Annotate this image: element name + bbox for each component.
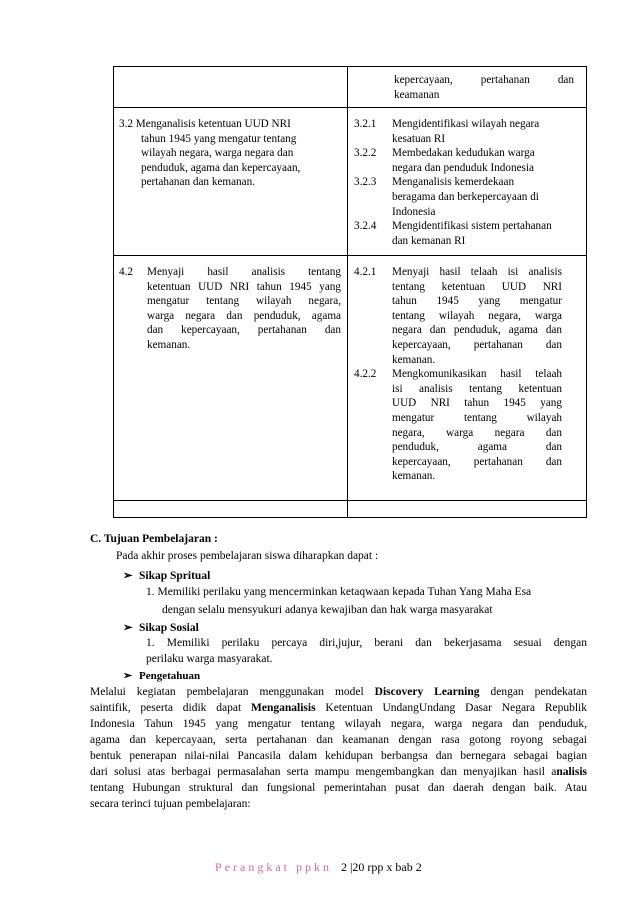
arrow-bullet-icon: ➢ (123, 670, 133, 682)
indicator-number: 3.2.4 (354, 220, 377, 233)
table-cell-line: tahun 1945 yang mengatur (392, 295, 562, 308)
table-cell-line: UUD NRI tahun 1945 yang (392, 397, 562, 410)
table-row-divider (114, 500, 586, 501)
table-cell-line: kepercayaan, pertahanan dan (394, 74, 574, 86)
table-cell-line: Membedakan kedudukan warga (392, 147, 535, 160)
indicator-number: 3.2.3 (354, 176, 377, 189)
page-footer (215, 860, 422, 875)
pengetahuan-heading (123, 669, 200, 682)
spiritual-heading (123, 568, 210, 582)
table-row-divider (114, 107, 586, 108)
footer-brand: Perangkat ppkn (215, 860, 332, 874)
sosial-heading (123, 620, 199, 634)
indicator-number: 4.2.2 (354, 368, 377, 381)
table-cell-line: kemanan. (392, 353, 436, 366)
table-cell-line: ketentuan UUD NRI tahun 1945 yang (147, 280, 341, 293)
paragraph-line: Indonesia Tahun 1945 yang mengatur tentang wilayah negara, warga negara dan penduduk, (90, 718, 587, 730)
table-cell-line: warga negara dan penduduk, agama (147, 309, 341, 322)
table-cell-line: Indonesia (392, 205, 436, 218)
indicator-number: 3.2.1 (354, 118, 377, 130)
table-cell-line: kemanan. (147, 338, 191, 351)
sosial-heading-text: Sikap Sosial (139, 622, 199, 634)
table-cell-line: penduduk, agama dan kepercayaan, (141, 161, 301, 174)
table-column-divider (347, 67, 348, 517)
sosial-line-2: perilaku warga masyarakat. (146, 653, 273, 665)
table-row-1-right (354, 117, 576, 248)
table-cell-line: kesatuan RI (392, 132, 446, 145)
table-cell-line: penduduk, agama dan (392, 441, 562, 454)
paragraph-line: agama dan kepercayaan, serta pertahanan dan keamanan dengan rasa gotong royong sebagai (90, 734, 587, 746)
table-cell-line: Menganalisis ketentuan UUD NRI (135, 118, 291, 130)
table-cell-line: Mengkomunikasikan hasil telaah (392, 368, 562, 381)
paragraph-line: secara terinci tujuan pembelajaran: (90, 798, 251, 810)
indicator-item (354, 367, 562, 484)
spiritual-line-1: 1. Memiliki perilaku yang mencerminkan ketaqwaan kepada Tuhan Yang Maha Esa (146, 586, 532, 598)
table-cell-line: mengatur tentang wilayah negara, (147, 295, 341, 308)
table-cell-line: tentang wilayah negara, warga (392, 309, 562, 322)
paragraph-line (90, 765, 587, 781)
table-cell-line: isi analisis tentang ketentuan (392, 382, 562, 395)
table-cell-line: negara, warga negara dan (392, 426, 562, 439)
table-cell-line: tahun 1945 yang mengatur tentang (141, 132, 297, 145)
table-cell-line: kepercayaan, pertahanan dan (392, 338, 562, 351)
paragraph-text: dari solusi atas berbagai permasalahan serta mampu mengembangkan dan menyajikan hasil a (90, 766, 557, 778)
table-row-1-left (119, 117, 341, 190)
competency-number: 4.2 (119, 266, 133, 278)
paragraph-text: Ketentuan UndangUndang Dasar Negara Republik (315, 702, 587, 714)
table-cell-line: Menyaji hasil telaah isi analisis (392, 266, 562, 278)
paragraph-bold-text: nalisis (556, 766, 587, 778)
table-cell-line: Menganalisis kemerdekaan (392, 176, 515, 189)
section-c-title: C. Tujuan Pembelajaran : (90, 533, 218, 545)
indicator-number: 3.2.2 (354, 147, 377, 160)
section-c-intro: Pada akhir proses pembelajaran siswa diharapkan dapat : (116, 550, 379, 562)
paragraph-line (90, 685, 587, 701)
spiritual-heading-text: Sikap Spritual (139, 570, 211, 582)
arrow-bullet-icon: ➢ (123, 570, 133, 582)
table-cell-line: Mengidentifikasi wilayah negara (392, 118, 540, 130)
arrow-bullet-icon: ➢ (123, 622, 133, 634)
footer-page-number: 2 |20 rpp x bab 2 (340, 860, 422, 874)
competency-table (113, 66, 587, 518)
table-row-2-left (119, 265, 341, 353)
paragraph-text: dengan pendekatan (490, 686, 587, 698)
paragraph-line: bentuk penerapan nilai-nilai Pancasila dalam kehidupan berbangsa dan bernegara sebagai bagian (90, 750, 587, 762)
indicator-item (354, 146, 576, 175)
pengetahuan-heading-text: Pengetahuan (139, 670, 201, 682)
table-cell-line: mengatur tentang wilayah (392, 411, 562, 424)
spiritual-line-2: dengan selalu mensyukuri adanya kewajiban dan hak warga masyarakat (162, 604, 493, 616)
table-cell-line: wilayah negara, warga negara dan (141, 147, 294, 160)
indicator-item (354, 265, 562, 367)
table-cell-line: Mengidentifikasi sistem pertahanan (392, 220, 552, 233)
table-cell-line: dan kepercayaan, pertahanan dan (147, 324, 341, 337)
paragraph-line: tentang Hubungan struktural dan fungsional pemerintahan pusat dan daerah dengan baik. Atau (90, 782, 587, 794)
table-cell-line: kepercayaan, pertahanan dan (392, 455, 562, 468)
paragraph-line (90, 701, 587, 717)
indicator-item (354, 175, 576, 219)
indicator-number: 4.2.1 (354, 266, 377, 278)
table-cell-line: pertahanan dan kemanan. (141, 176, 255, 189)
table-cell-line: keamanan (394, 88, 440, 101)
table-row-divider (114, 255, 586, 256)
table-cell-line: Menyaji hasil analisis tentang (147, 266, 341, 278)
table-cell-line: negara dan penduduk Indonesia (392, 161, 534, 174)
paragraph-bold-text: Menganalisis (251, 702, 316, 714)
paragraph-bold-text: Discovery Learning (374, 686, 491, 698)
table-cell-line: negara dan penduduk, agama dan (392, 324, 562, 337)
table-cell-line: beragama dan berkepercayaan di (392, 190, 539, 203)
indicator-item (354, 117, 576, 146)
paragraph-text: Melalui kegiatan pembelajaran menggunakan model (90, 686, 375, 698)
sosial-line-1: 1. Memiliki perilaku percaya diri,jujur, berani dan bekerjasama sesuai dengan (146, 637, 587, 649)
table-cell-line: dan kemanan RI (392, 234, 466, 247)
table-cell-line: tentang ketentuan UUD NRI (392, 280, 562, 293)
indicator-item (354, 219, 576, 248)
table-row-2-right (354, 265, 562, 484)
table-row-0-right (394, 73, 574, 102)
competency-number: 3.2 (119, 118, 133, 130)
paragraph-text: saintifik, peserta didik dapat (90, 702, 252, 714)
table-cell-line: kemanan. (392, 470, 436, 483)
